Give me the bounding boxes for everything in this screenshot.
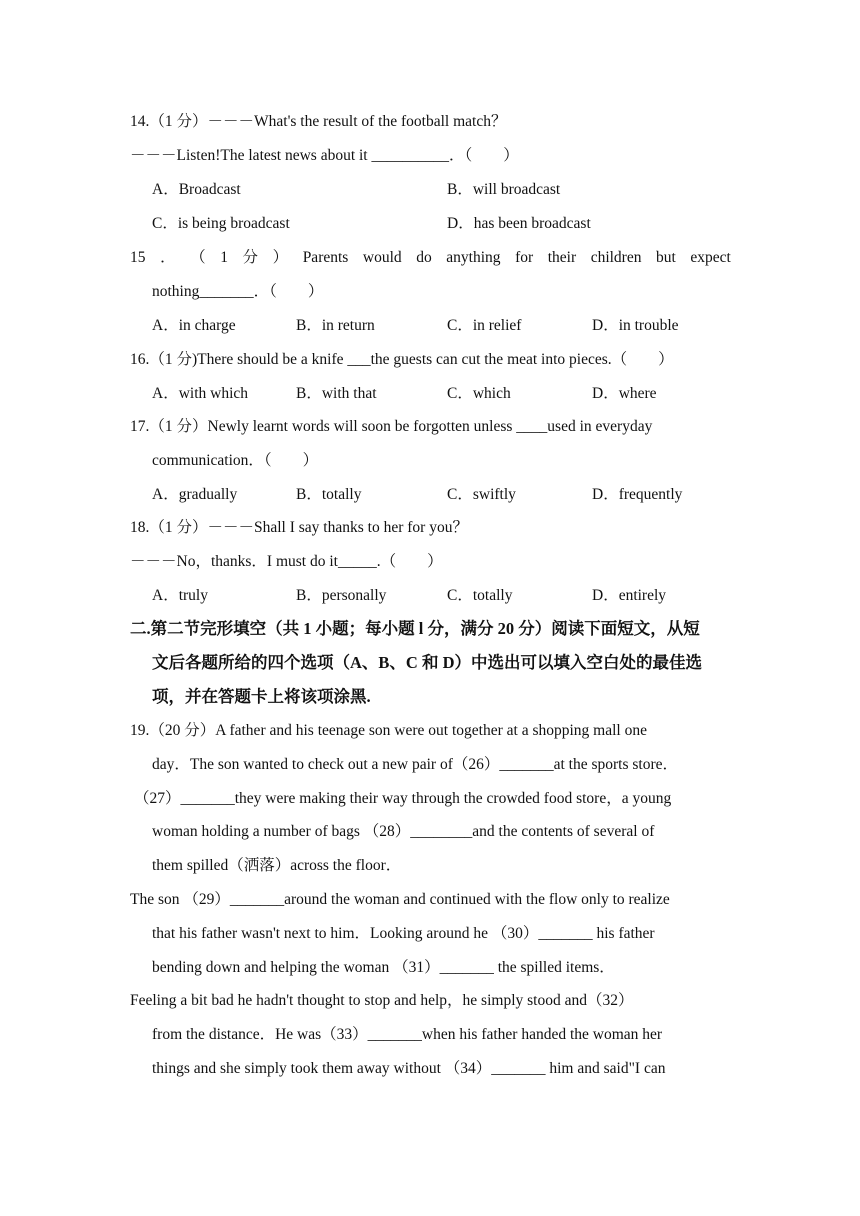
q17-stem-continued: communication．（ ） [152,452,319,469]
q18-option-a: A．truly [152,587,208,604]
q14-option-c: C．is being broadcast [152,215,290,232]
q14-option-d: D．has been broadcast [447,215,591,232]
passage-line: woman holding a number of bags （28）________and the contents of several of [152,823,655,840]
q18-option-b: B．personally [296,587,387,604]
q17-option-a: A．gradually [152,486,238,503]
q15-word: expect [690,249,731,266]
passage-line: from the distance．He was（33）_______when his father handed the woman her [152,1026,663,1043]
passage-line: Feeling a bit bad he hadn't thought to stop and help，he simply stood and（32） [130,992,634,1009]
section-heading-line3: 项，并在答题卡上将该项涂黑. [152,687,371,706]
q15-word: for [515,249,534,266]
q16-option-b: B．with that [296,385,377,402]
q15-word: 分 [242,249,259,266]
q16-option-c: C．which [447,385,511,402]
q14-option-b: B．will broadcast [447,181,561,198]
q15-option-c: C．in relief [447,317,522,334]
q15-word: children [590,249,642,266]
q17-option-c: C．swiftly [447,486,516,503]
passage-line: bending down and helping the woman （31）_______ the spilled items． [152,959,615,976]
q15-stem [130,248,731,268]
q15-word: but [656,249,676,266]
q17-option-d: D．frequently [592,486,683,503]
passage-line: day．The son wanted to check out a new pair of（26）_______at the sports store． [152,756,679,773]
q15-word: ） [272,249,289,266]
passage-line: （27）_______they were making their way through the crowded food store，a young [134,790,672,807]
q16-option-a: A．with which [152,385,249,402]
q15-word: their [547,249,577,266]
q16-option-d: D．where [592,385,657,402]
passage-line: that his father wasn't next to him．Looking around he （30）_______ his father [152,925,655,942]
section-heading: 二.第二节完形填空（共 1 小题；每小题 l 分，满分 20 分）阅读下面短文，从短 [130,619,700,638]
q15-word: would [362,249,402,266]
q18-reply: －－－No，thanks．I must do it_____.（ ） [130,553,443,570]
q15-option-b: B．in return [296,317,375,334]
q15-word: ． [160,249,176,266]
q15-word: do [416,249,432,266]
q15-option-a: A．in charge [152,317,236,334]
passage-line: 19.（20 分）A father and his teenage son were out together at a shopping mall one [130,722,647,739]
q18-option-d: D．entirely [592,587,667,604]
q14-stem: 14.（1 分）－－－What's the result of the football match？ [130,113,507,130]
q15-word: Parents [302,249,349,266]
section-heading-line2: 文后各题所给的四个选项（A、B、C 和 D）中选出可以填入空白处的最佳选 [152,653,703,672]
q15-option-d: D．in trouble [592,317,679,334]
q17-option-b: B．totally [296,486,362,503]
q15-word: anything [446,249,501,266]
q18-option-c: C．totally [447,587,513,604]
q15-stem-continued: nothing_______．（ ） [152,283,324,300]
q15-word: （ [190,249,206,266]
q17-stem: 17.（1 分）Newly learnt words will soon be forgotten unless ____used in everyday [130,418,653,435]
q14-reply: －－－Listen!The latest news about it __________．（ ） [130,147,519,164]
passage-line: The son （29）_______around the woman and continued with the flow only to realize [130,891,670,908]
passage-line: things and she simply took them away without （34）_______ him and said"I can [152,1060,666,1077]
q15-word: 1 [220,249,228,266]
q14-option-a: A．Broadcast [152,181,241,198]
passage-line: them spilled（洒落）across the floor． [152,857,402,874]
q18-stem: 18.（1 分）－－－Shall I say thanks to her for you？ [130,519,468,536]
q15-word: 15 [130,249,146,266]
q16-stem: 16.（1 分)There should be a knife ___the guests can cut the meat into pieces.（ ） [130,351,674,368]
